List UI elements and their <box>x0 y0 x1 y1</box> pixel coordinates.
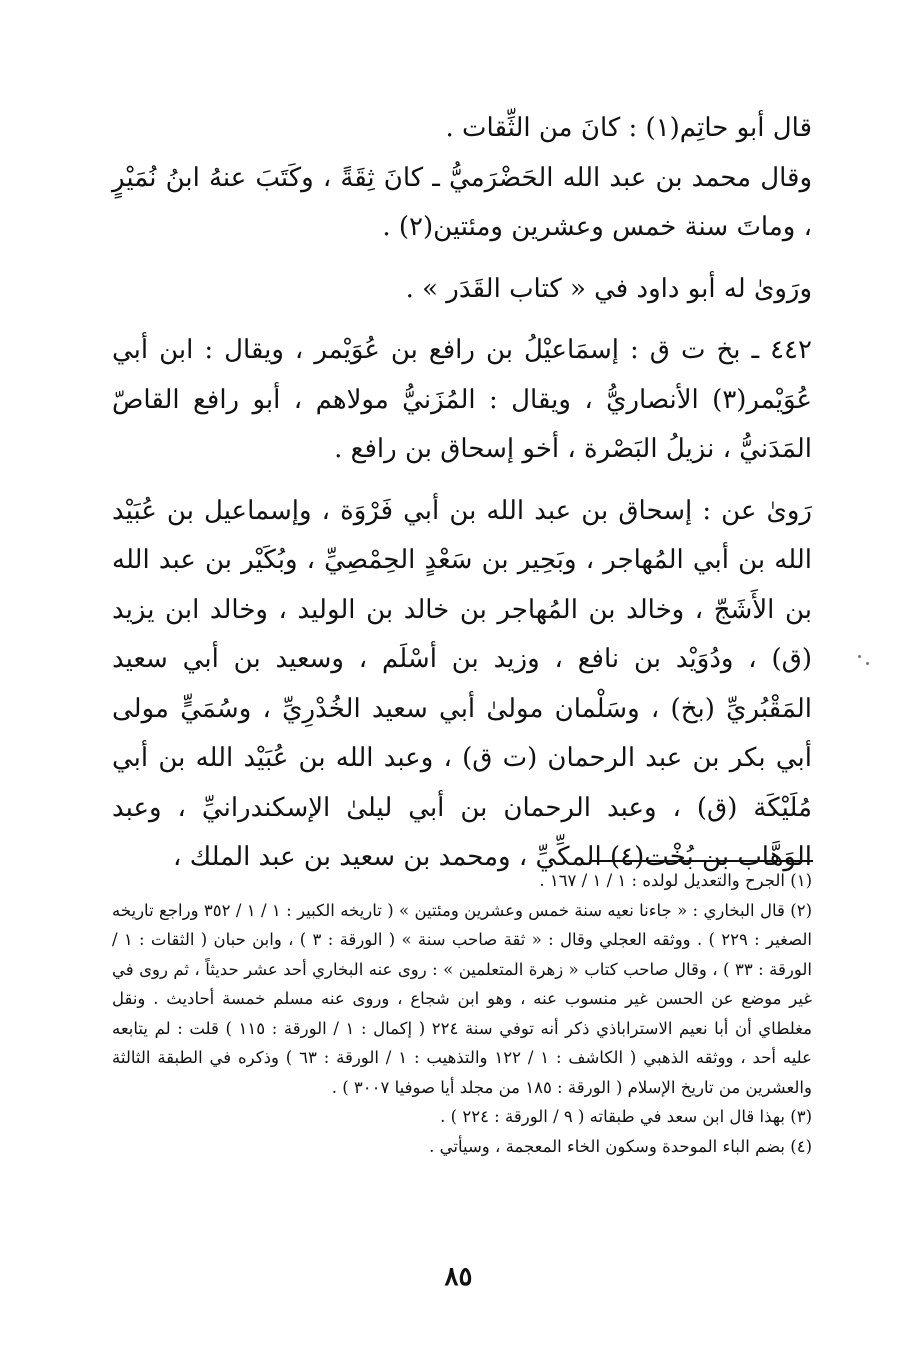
paragraph-narrated-from: رَوىٰ عن : إسحاق بن عبد الله بن أبي فَرْوَة ، وإسماعيل بن عُبَيْد الله بن أبي المُهاجر ، وبَحِير بن سَعْدٍ الحِمْصِيِّ ، وبُكَيْر بن عبد الله بن الأَشَجّ ، وخالد بن المُهاجر بن خالد بن الوليد ، وخالد ابن يزيد (ق) ، ودُوَيْد بن نافع ، وزيد بن أسْلَم ، وسعيد بن أبي سعيد المَقْبُريِّ (بخ) ، وسَلْمان مولىٰ أبي سعيد الخُدْرِيِّ ، وسُمَيٍّ مولى أبي بكر بن عبد الرحمان (ت ق) ، وعبد الله بن عُبَيْد الله بن أبي مُلَيْكَة (ق) ، وعبد الرحمان بن أبي ليلىٰ الإسكندرانيِّ ، وعبد الوَهَّاب بن بُخْت(٤) المكِّيِّ ، ومحمد بن سعيد بن عبد الملك ، <box>112 495 812 872</box>
paragraph-hadrami: وقال محمد بن عبد الله الحَضْرَميُّ ـ كانَ ثِقَةً ، وكَتَبَ عنهُ ابنُ نُمَيْرٍ ، وماتَ سنة خمس وعشرين ومئتين(٢) . <box>112 162 812 242</box>
scan-speck <box>858 655 861 658</box>
footnotes <box>112 866 812 1161</box>
entry-442-heading: ٤٤٢ ـ بخ ت ق : إسمَاعيْلُ بن رافع بن عُوَيْمر ، ويقال : ابن أبي عُوَيْمر(٣) الأنصاريُّ ، ويقال : المُزَنيُّ مولاهم ، أبو رافع القاصّ المَدَنيُّ ، نزيلُ البَصْرة ، أخو إسحاق بن رافع . <box>112 335 812 464</box>
paragraph-abu-dawud: ورَوىٰ له أبو داود في « كتاب القَدَر » . <box>405 273 812 304</box>
page-number: ٨٥ <box>444 1262 473 1292</box>
footnote-separator <box>589 860 813 862</box>
footnote-2: (٢) قال البخاري : « جاءنا نعيه سنة خمس وعشرين ومئتين » ( تاريخه الكبير : ١ / ١ / ٣٥٢ وراجع تاريخه الصغير : ٢٢٩ ) . ووثقه العجلي وقال : « ثقة صاحب سنة » ( الورقة : ٣ ) ، وابن حبان ( الثقات : ١ / الورقة : ٣٣ ) ، وقال صاحب كتاب « زهرة المتعلمين » : روى عنه البخاري أحد عشر حديثاً ، ثم روى في غير موضع عن الحسن غير منسوب عنه ، وهو ابن شجاع ، وروى عنه مسلم خمسة أحاديث . ونقل مغلطاي أن أبا نعيم الاستراباذي ذكر أنه توفي سنة ٢٢٤ ( إكمال : ١ / الورقة : ١١٥ ) قلت : لم يتابعه عليه أحد ، ووثقه الذهبي ( الكاشف : ١ / ١٢٢ والتذهيب : ١ / الورقة : ٦٣ ) وذكره في الطبقة الثالثة والعشرين من تاريخ الإسلام ( الورقة : ١٨٥ من مجلد أيا صوفيا ٣٠٠٧ ) . <box>112 900 813 1097</box>
main-text <box>112 104 812 883</box>
paragraph-abu-hatim: قال أبو حاتِم(١) : كانَ من الثِّقات . <box>445 113 812 143</box>
footnote-1: (١) الجرح والتعديل لولده : ١ / ١ / ١٦٧ . <box>539 871 812 890</box>
footnote-3: (٣) بهذا قال ابن سعد في طبقاته ( ٩ / الورقة : ٢٢٤ ) . <box>440 1107 812 1126</box>
scan-speck <box>866 662 869 665</box>
footnote-4: (٤) بضم الباء الموحدة وسكون الخاء المعجمة ، وسيأتي . <box>429 1136 812 1156</box>
